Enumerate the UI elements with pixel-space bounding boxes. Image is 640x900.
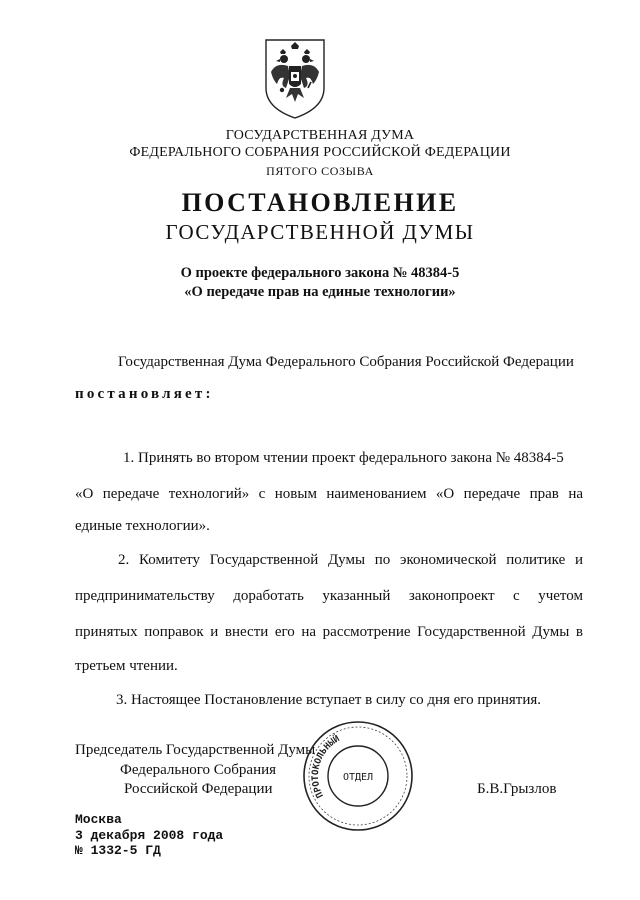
stamp-center-text: ОТДЕЛ (342, 772, 374, 783)
paragraph-2-line-4: третьем чтении. (75, 658, 178, 674)
law-name-line-1: О проекте федерального закона № 48384-5 (180, 265, 460, 281)
decree-word: постановляет: (75, 386, 214, 402)
signature-title-line-3: Российской Федерации (124, 781, 273, 797)
law-name-line-2: «О передаче прав на единые технологии» (184, 284, 456, 300)
footer-city: Москва (75, 812, 122, 827)
paragraph-2-line-3: принятых поправок и внести его на рассмотрение Государственной Думы в (75, 624, 583, 640)
paragraph-3: 3. Настоящее Постановление вступает в силу со дня его принятия. (116, 692, 542, 708)
footer-number: № 1332-5 ГД (75, 843, 161, 858)
signatory-name: Б.В.Грызлов (477, 781, 557, 797)
paragraph-2-line-1: 2. Комитету Государственной Думы по экономической политике и (118, 552, 583, 568)
paragraph-1-line-1: 1. Принять во втором чтении проект федерального закона № 48384-5 (123, 450, 564, 466)
preamble: Государственная Дума Федерального Собрания Российской Федерации (118, 354, 574, 370)
header-duma: ГОСУДАРСТВЕННАЯ ДУМА (225, 128, 415, 143)
paragraph-1-line-3: единые технологии». (75, 518, 210, 534)
stamp-ring-text: ПРОТОКОЛЬНЫЙ (310, 734, 342, 800)
document-subtitle: ГОСУДАРСТВЕННОЙ ДУМЫ (165, 220, 475, 244)
double-headed-eagle-icon (262, 36, 328, 120)
protocol-stamp-icon (300, 718, 416, 834)
signature-title-line-1: Председатель Государственной Думы (75, 742, 316, 758)
signature-title-line-2: Федерального Собрания (120, 762, 277, 778)
paragraph-2-line-2: предпринимательству доработать указанный законопроект с учетом (75, 588, 583, 604)
footer-date: 3 декабря 2008 года (75, 828, 224, 843)
paragraph-1-line-2: «О передаче технологий» с новым наименованием «О передаче прав на (75, 486, 583, 502)
document-title: ПОСТАНОВЛЕНИЕ (181, 188, 459, 217)
header-federal-assembly: ФЕДЕРАЛЬНОГО СОБРАНИЯ РОССИЙСКОЙ ФЕДЕРАЦИИ (129, 145, 511, 160)
header-convocation: ПЯТОГО СОЗЫВА (266, 164, 374, 178)
